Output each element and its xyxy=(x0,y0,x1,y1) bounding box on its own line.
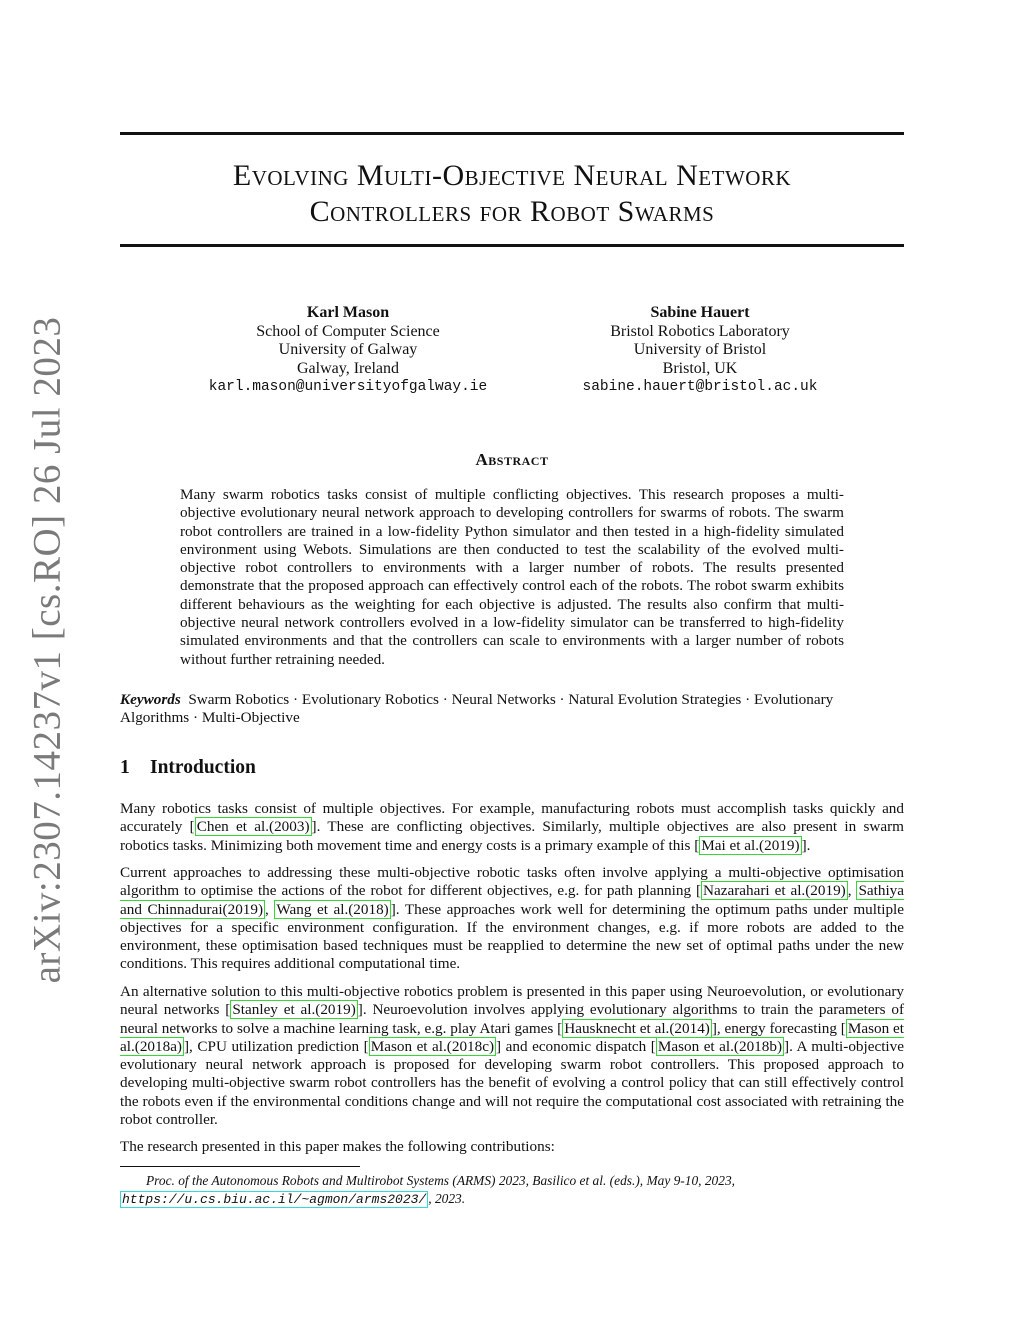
citation-link[interactable]: Hausknecht et al.(2014) xyxy=(564,1019,710,1037)
paper-title xyxy=(120,158,904,230)
citation-link[interactable]: Wang et al.(2018) xyxy=(276,900,389,918)
abstract-text: Many swarm robotics tasks consist of multiple conflicting objectives. This research proposes a multi-objective evolutionary neural network approach to developing controllers for swarms of robots. The swarm robot controllers are trained in a low-fidelity Python simulator and then tested in a high-fidelity simulated environment using Webots. Simulations are then conducted to test the scalability of the evolved multi-objective robot controllers to environments with a larger number of robots. The results presented demonstrate that the proposed approach can effectively control each of the robots. The robot swarm exhibits different behaviours as the weighting for each objective is adjusted. The results also confirm that multi-objective neural network controllers evolved in a low-fidelity simulator can be transferred to high-fidelity simulated environments and that the controllers can scale to environments with a larger number of robots without further retraining needed. xyxy=(180,486,844,668)
footnote-url-link[interactable]: https://u.cs.biu.ac.il/~agmon/arms2023/ xyxy=(122,1191,427,1207)
citation-link[interactable]: Mason et al.(2018b) xyxy=(657,1037,783,1055)
text-run: ]. These are conflicting objectives. Similarly, multiple objectives are also present in swarm robotics tasks. Minimizing both movement time and energy costs is a primary example of this [ xyxy=(120,818,904,854)
text-run: An alternative solution to this multi-objective robotics problem is presented in this paper using Neuroevolution, or evolutionary neural networks [ xyxy=(120,983,904,1019)
text-run: ] and economic dispatch [ xyxy=(496,1037,656,1055)
footnote xyxy=(120,1172,904,1208)
citation-link[interactable]: Mason et al.(2018a) xyxy=(120,1019,904,1055)
text-run: ]. Neuroevolution involves applying evolutionary algorithms to train the parameters of neural networks to solve a machine learning task, e.g. play Atari games [ xyxy=(120,1001,905,1037)
text-run: , xyxy=(265,900,275,918)
author-institution: University of Galway xyxy=(278,341,418,358)
citation-link[interactable]: Mason et al.(2018c) xyxy=(370,1037,495,1055)
intro-paragraph-1 xyxy=(120,800,904,855)
section-heading xyxy=(120,757,256,779)
author-email[interactable]: sabine.hauert@bristol.ac.uk xyxy=(582,379,818,395)
author-1 xyxy=(178,304,518,397)
author-2 xyxy=(530,304,870,397)
title-rule-top xyxy=(120,132,904,135)
citation-link[interactable]: Nazarahari et al.(2019) xyxy=(703,882,846,900)
citation-link[interactable]: Sathiya and Chinnadurai(2019) xyxy=(120,882,905,918)
text-run: Many robotics tasks consist of multiple objectives. For example, manufacturing robots must accomplish tasks quickly and accurately [ xyxy=(120,800,904,836)
author-dept: Bristol Robotics Laboratory xyxy=(610,322,790,340)
citation-link[interactable]: Chen et al.(2003) xyxy=(196,818,310,836)
text-run: ]. A multi-objective evolutionary neural network approach is proposed for developing swarm robot controllers. This proposed approach to developing multi-objective swarm robot controllers has the benefit of evolving a control policy that can still effectively control the robots even if the environmental conditions change and will not require the computational cost associated with retraining the robot controller. xyxy=(120,1037,904,1129)
footnote-tail: , 2023. xyxy=(428,1190,466,1206)
footnote-rule xyxy=(120,1166,360,1167)
text-run: ], CPU utilization prediction [ xyxy=(184,1037,369,1055)
author-location: Galway, Ireland xyxy=(296,359,400,377)
text-run: ], energy forecasting [ xyxy=(711,1019,846,1037)
citation-link[interactable]: Stanley et al.(2019) xyxy=(232,1001,356,1019)
title-rule-bottom xyxy=(120,244,904,247)
author-institution: University of Bristol xyxy=(633,341,767,358)
footnote-text: Proc. of the Autonomous Robots and Multirobot Systems (ARMS) 2023, Basilico et al. (eds.), May 9-10, 2023, xyxy=(146,1173,735,1188)
author-dept: School of Computer Science xyxy=(256,322,440,340)
keywords-label: Keywords xyxy=(120,691,181,708)
intro-paragraph-3 xyxy=(120,983,904,1129)
author-name: Sabine Hauert xyxy=(650,304,750,321)
section-number: 1 xyxy=(120,757,130,778)
text-run: ]. These approaches work well for determining the optimum paths under multiple objectives for a specific environment configuration. If the environment changes, e.g. if more robots are added to the environment, these optimisation based techniques must be reapplied to determine the new set of optimal paths under the new conditions. This requires additional computational time. xyxy=(120,900,904,973)
author-name: Karl Mason xyxy=(306,304,390,321)
keywords-text: Swarm Robotics · Evolutionary Robotics · Neural Networks · Natural Evolution Strategies · Evolutionary Algorithms · Multi-Objective xyxy=(120,691,834,727)
text-run: ]. xyxy=(801,836,811,854)
author-location: Bristol, UK xyxy=(662,359,738,377)
title-line-2: Controllers for Robot Swarms xyxy=(309,195,715,228)
abstract-heading: Abstract xyxy=(475,450,549,469)
author-email[interactable]: karl.mason@universityofgalway.ie xyxy=(208,379,488,395)
title-line-1: Evolving Multi-Objective Neural Network xyxy=(232,159,792,192)
section-title: Introduction xyxy=(150,757,256,778)
intro-paragraph-2 xyxy=(120,864,904,974)
author-block xyxy=(120,304,904,404)
text-run: , xyxy=(847,882,857,900)
arxiv-identifier-stamp: arXiv:2307.14237v1 [cs.RO] 26 Jul 2023 xyxy=(25,316,69,984)
intro-paragraph-4: The research presented in this paper makes the following contributions: xyxy=(120,1138,555,1155)
citation-link[interactable]: Mai et al.(2019) xyxy=(701,836,800,854)
text-run: Current approaches to addressing these multi-objective robotic tasks often involve applying a multi-objective optimisation algorithm to optimise the actions of the robot for different objectives, e.g. for path planning [ xyxy=(120,864,904,900)
keywords xyxy=(120,691,904,728)
